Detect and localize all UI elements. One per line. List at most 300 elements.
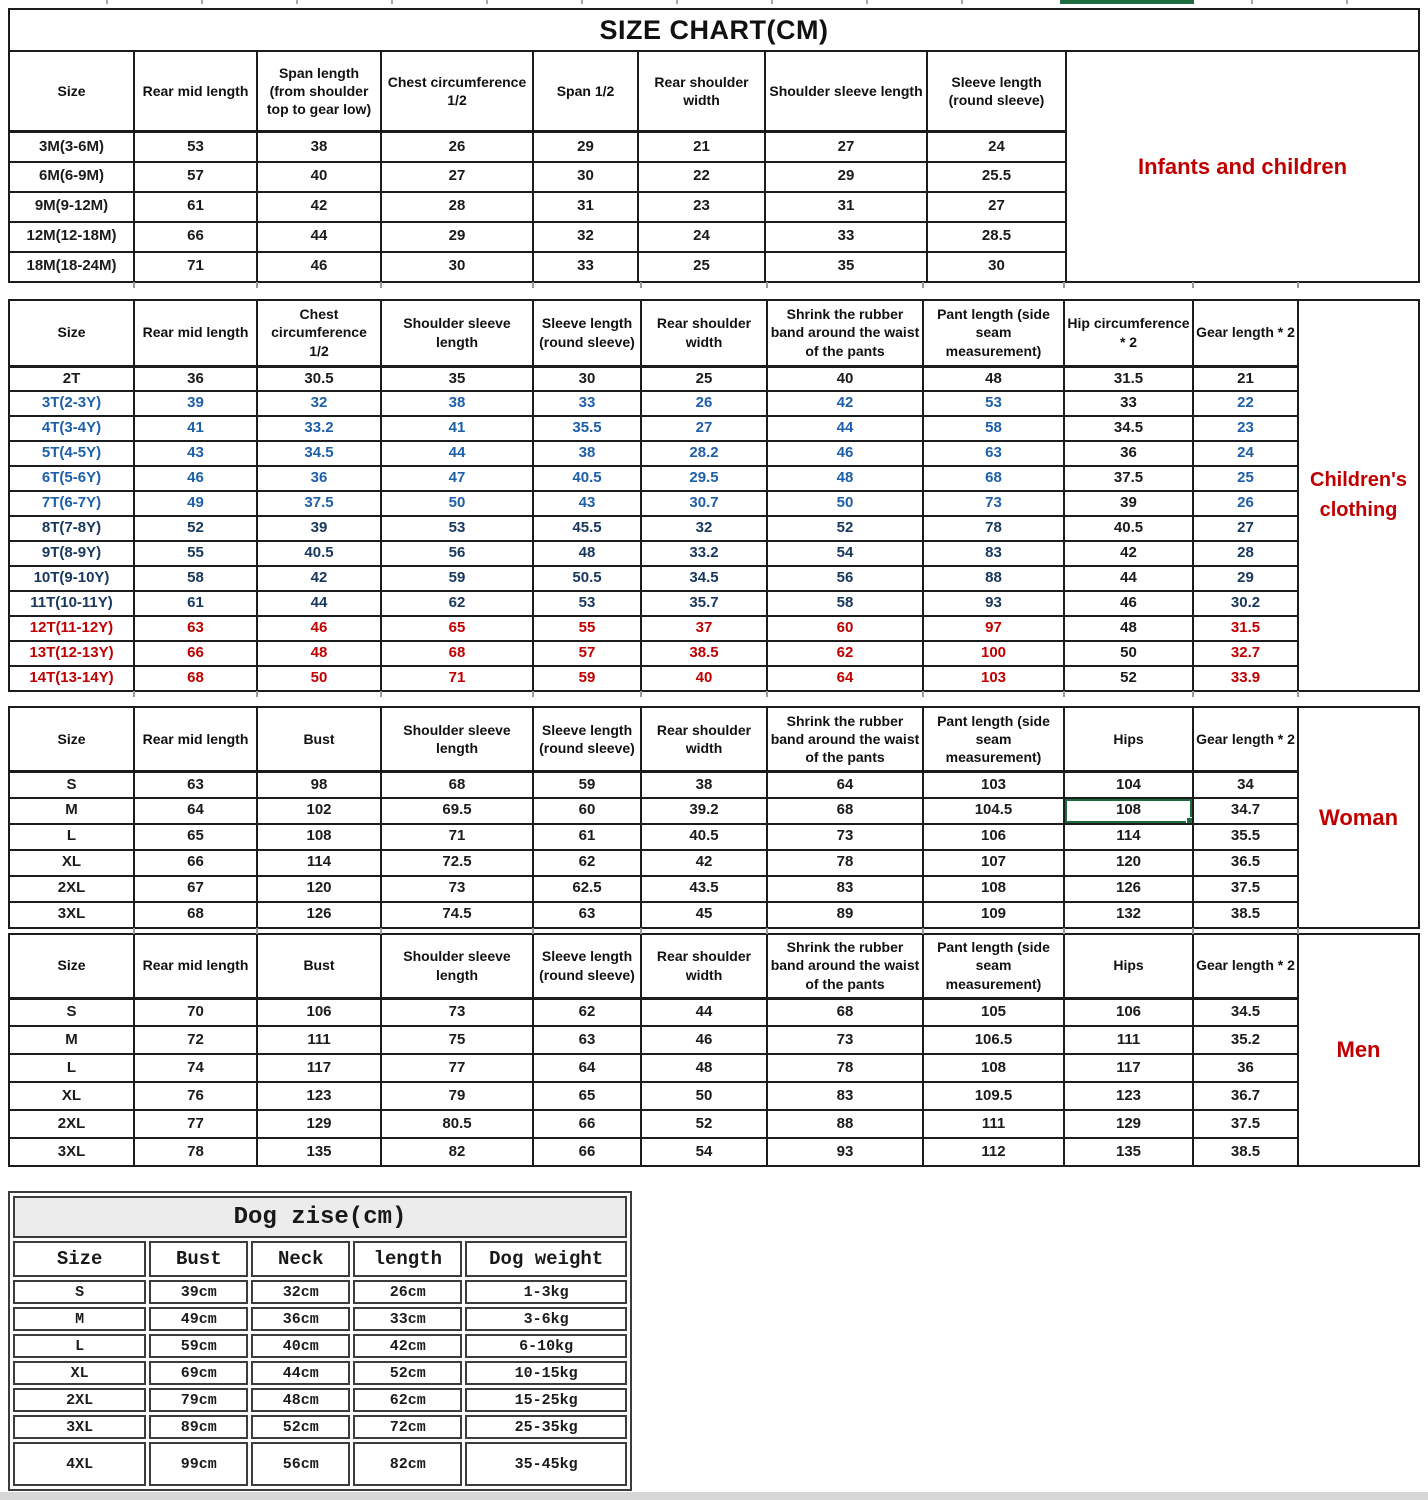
table-row [9, 1082, 1298, 1110]
table-cell: 59 [381, 566, 533, 591]
table-cell: 36.5 [1193, 850, 1298, 876]
table-cell: 38 [257, 132, 381, 162]
table-cell: 34.7 [1193, 798, 1298, 824]
table-cell: 108 [257, 824, 381, 850]
infants-table [8, 50, 1067, 283]
table-cell: 37.5 [1193, 876, 1298, 902]
gridline-tick [766, 282, 768, 288]
table-cell: 59 [533, 666, 641, 691]
table-cell: 12M(12-18M) [9, 222, 134, 252]
table-cell: 63 [134, 772, 257, 798]
table-cell: 46 [257, 252, 381, 282]
gridline-tick [1192, 928, 1194, 934]
column-header: Size [9, 300, 134, 367]
table-cell: 73 [923, 491, 1064, 516]
column-header: Size [9, 51, 134, 132]
table-cell: 34 [1193, 772, 1298, 798]
table-cell: L [9, 824, 134, 850]
table-cell: 58 [923, 416, 1064, 441]
gridline-tick [256, 282, 258, 288]
gridline-tick [133, 282, 135, 288]
table-cell: 62 [533, 850, 641, 876]
column-header: Rear mid length [134, 934, 257, 999]
table-cell: 48 [1064, 616, 1193, 641]
table-cell: 129 [257, 1110, 381, 1138]
table-cell: 71 [381, 824, 533, 850]
header-row [13, 1241, 627, 1277]
table-cell: 100 [923, 641, 1064, 666]
table-cell: 3XL [9, 1138, 134, 1166]
table-cell: 64 [767, 772, 923, 798]
table-cell: 37.5 [257, 491, 381, 516]
gridline-tick [922, 282, 924, 288]
table-cell: 21 [638, 132, 765, 162]
table-cell: 39 [257, 516, 381, 541]
men-section [8, 933, 1420, 1168]
column-header: length [353, 1241, 462, 1277]
table-row [9, 641, 1298, 666]
table-cell: 40.5 [641, 824, 767, 850]
table-cell: 49 [134, 491, 257, 516]
table-cell: 46 [134, 466, 257, 491]
table-cell: 58 [767, 591, 923, 616]
table-cell: 35-45kg [465, 1442, 627, 1486]
table-cell: 7T(6-7Y) [9, 491, 134, 516]
table-cell: 25-35kg [465, 1415, 627, 1439]
table-cell: 22 [1193, 391, 1298, 416]
table-cell: 77 [134, 1110, 257, 1138]
table-cell: 69.5 [381, 798, 533, 824]
size-chart-sheet [8, 8, 1420, 1491]
table-cell: 132 [1064, 902, 1193, 928]
table-cell: 103 [923, 666, 1064, 691]
table-cell: 40 [257, 162, 381, 192]
table-cell: 63 [923, 441, 1064, 466]
table-cell: 63 [533, 1026, 641, 1054]
table-cell: 71 [381, 666, 533, 691]
table-cell: 40cm [251, 1334, 350, 1358]
header-row [9, 934, 1298, 999]
table-cell: 93 [767, 1138, 923, 1166]
table-row [13, 1334, 627, 1358]
table-cell: 4T(3-4Y) [9, 416, 134, 441]
table-cell: 57 [533, 641, 641, 666]
table-cell: 34.5 [1064, 416, 1193, 441]
table-cell: 97 [923, 616, 1064, 641]
table-cell: 40.5 [257, 541, 381, 566]
table-row [9, 132, 1066, 162]
table-cell: 10-15kg [465, 1361, 627, 1385]
table-cell: 40.5 [533, 466, 641, 491]
table-row [9, 222, 1066, 252]
table-cell: 49cm [149, 1307, 248, 1331]
table-cell: 30 [533, 162, 638, 192]
table-row [13, 1307, 627, 1331]
table-row [9, 998, 1298, 1026]
table-cell: 29.5 [641, 466, 767, 491]
table-cell: 33.2 [641, 541, 767, 566]
table-cell: 32 [257, 391, 381, 416]
sheet-gap [8, 929, 1420, 935]
table-row [9, 772, 1298, 798]
table-row [9, 541, 1298, 566]
table-cell: 89 [767, 902, 923, 928]
table-cell: 53 [533, 591, 641, 616]
gridline-tick [640, 928, 642, 934]
table-cell: 28.5 [927, 222, 1066, 252]
woman-table [8, 706, 1299, 929]
table-cell: 29 [381, 222, 533, 252]
table-cell: 120 [257, 876, 381, 902]
table-cell: 27 [381, 162, 533, 192]
table-cell: 72cm [353, 1415, 462, 1439]
table-cell: 46 [767, 441, 923, 466]
table-cell: 23 [638, 192, 765, 222]
table-cell: 5T(4-5Y) [9, 441, 134, 466]
gridline-tick [1297, 928, 1299, 934]
table-cell: 12T(11-12Y) [9, 616, 134, 641]
sheet-gap [8, 1167, 1420, 1179]
table-cell: 28.2 [641, 441, 767, 466]
table-cell: 50 [767, 491, 923, 516]
gridline-tick [1297, 691, 1299, 697]
table-cell: 114 [257, 850, 381, 876]
column-header: Hips [1064, 934, 1193, 999]
table-cell: 108 [923, 876, 1064, 902]
table-cell: 26 [1193, 491, 1298, 516]
table-cell: 3XL [9, 902, 134, 928]
table-cell: 34.5 [257, 441, 381, 466]
table-cell: 73 [767, 824, 923, 850]
table-cell: 3M(3-6M) [9, 132, 134, 162]
infants-label: Infants and children [1065, 50, 1420, 283]
table-cell: 1-3kg [465, 1280, 627, 1304]
table-cell: 61 [134, 591, 257, 616]
table-row [9, 902, 1298, 928]
table-cell: 3T(2-3Y) [9, 391, 134, 416]
table-cell: 67 [134, 876, 257, 902]
table-cell: 8T(7-8Y) [9, 516, 134, 541]
table-cell: 36 [1193, 1054, 1298, 1082]
table-cell: 43 [533, 491, 641, 516]
table-cell: 88 [923, 566, 1064, 591]
table-cell: 6T(5-6Y) [9, 466, 134, 491]
column-header: Sleeve length (round sleeve) [927, 51, 1066, 132]
column-header: Span 1/2 [533, 51, 638, 132]
table-cell: 52 [641, 1110, 767, 1138]
table-cell: 79 [381, 1082, 533, 1110]
table-cell: 83 [767, 1082, 923, 1110]
table-cell: 120 [1064, 850, 1193, 876]
table-cell: 108 [923, 1054, 1064, 1082]
table-cell: 34.5 [1193, 998, 1298, 1026]
table-cell: 50 [641, 1082, 767, 1110]
table-cell: 3-6kg [465, 1307, 627, 1331]
table-cell: 123 [1064, 1082, 1193, 1110]
table-cell: 2XL [9, 876, 134, 902]
table-cell: 48 [533, 541, 641, 566]
table-cell: 36 [257, 466, 381, 491]
gridline-tick [256, 691, 258, 697]
table-cell: S [9, 998, 134, 1026]
table-cell: 38.5 [641, 641, 767, 666]
size-chart-title [8, 8, 1420, 52]
table-row [9, 1054, 1298, 1082]
selected-column-indicator [1060, 0, 1194, 4]
table-cell: 55 [134, 541, 257, 566]
table-cell: 68 [923, 466, 1064, 491]
children-section [8, 299, 1420, 693]
table-cell: 53 [923, 391, 1064, 416]
column-header: Chest circumference 1/2 [257, 300, 381, 367]
table-cell: 42 [767, 391, 923, 416]
table-cell: 35.5 [1193, 824, 1298, 850]
table-cell: 43.5 [641, 876, 767, 902]
table-cell: M [9, 798, 134, 824]
column-header: Rear mid length [134, 51, 257, 132]
table-cell: 27 [927, 192, 1066, 222]
table-cell: 35.5 [533, 416, 641, 441]
table-cell: 48 [257, 641, 381, 666]
table-row [9, 666, 1298, 691]
table-cell: 63 [134, 616, 257, 641]
table-cell: 30 [381, 252, 533, 282]
table-cell: 9T(8-9Y) [9, 541, 134, 566]
gridline-tick [1063, 282, 1065, 288]
table-cell: S [13, 1280, 146, 1304]
table-cell: 60 [767, 616, 923, 641]
column-header: Size [13, 1241, 146, 1277]
table-cell: 103 [923, 772, 1064, 798]
table-cell: 25.5 [927, 162, 1066, 192]
gridline-tick [866, 0, 868, 4]
table-cell: 42 [1064, 541, 1193, 566]
table-cell: 32cm [251, 1280, 350, 1304]
table-cell: 99cm [149, 1442, 248, 1486]
table-cell: 78 [134, 1138, 257, 1166]
table-cell: 25 [638, 252, 765, 282]
column-header: Size [9, 934, 134, 999]
table-row [9, 391, 1298, 416]
table-cell: 30 [533, 366, 641, 391]
column-header: Shrink the rubber band around the waist of the pants [767, 707, 923, 772]
table-cell: 102 [257, 798, 381, 824]
table-cell: 30.5 [257, 366, 381, 391]
table-cell: 89cm [149, 1415, 248, 1439]
table-cell: 6M(6-9M) [9, 162, 134, 192]
table-cell: 52 [1064, 666, 1193, 691]
table-cell: 46 [1064, 591, 1193, 616]
table-cell: 72 [134, 1026, 257, 1054]
column-header: Gear length * 2 [1193, 300, 1298, 367]
column-header: Size [9, 707, 134, 772]
table-cell: 98 [257, 772, 381, 798]
table-cell: L [13, 1334, 146, 1358]
dog-size-table [8, 1191, 632, 1491]
gridline-tick [532, 691, 534, 697]
gridline-tick [1346, 0, 1348, 4]
table-cell: 44cm [251, 1361, 350, 1385]
table-cell: 74.5 [381, 902, 533, 928]
table-cell: 129 [1064, 1110, 1193, 1138]
header-row [9, 707, 1298, 772]
gridline-tick [133, 691, 135, 697]
table-cell: 66 [134, 850, 257, 876]
table-cell: 33 [533, 252, 638, 282]
gridline-tick [256, 928, 258, 934]
table-cell: 22 [638, 162, 765, 192]
table-cell: 82cm [353, 1442, 462, 1486]
table-cell: 33 [1064, 391, 1193, 416]
table-row [9, 252, 1066, 282]
table-cell: 6-10kg [465, 1334, 627, 1358]
table-cell: 10T(9-10Y) [9, 566, 134, 591]
table-cell: 36 [1064, 441, 1193, 466]
column-header: Shoulder sleeve length [765, 51, 927, 132]
table-cell: 44 [767, 416, 923, 441]
table-cell: 33cm [353, 1307, 462, 1331]
table-cell: 42 [257, 192, 381, 222]
table-cell: 74 [134, 1054, 257, 1082]
table-cell: 66 [533, 1110, 641, 1138]
table-cell: 45.5 [533, 516, 641, 541]
table-cell: 54 [767, 541, 923, 566]
column-header: Sleeve length (round sleeve) [533, 707, 641, 772]
table-cell: 42 [641, 850, 767, 876]
gridline-tick [1192, 691, 1194, 697]
table-cell: 29 [533, 132, 638, 162]
table-cell: 79cm [149, 1388, 248, 1412]
table-cell: 62 [533, 998, 641, 1026]
table-cell: 64 [134, 798, 257, 824]
table-cell: 36.7 [1193, 1082, 1298, 1110]
table-row [13, 1388, 627, 1412]
table-cell: 42 [257, 566, 381, 591]
column-header: Rear shoulder width [641, 300, 767, 367]
table-cell: 75 [381, 1026, 533, 1054]
table-cell: L [9, 1054, 134, 1082]
header-row [9, 51, 1066, 132]
table-cell: 83 [923, 541, 1064, 566]
gridline-tick [532, 282, 534, 288]
table-cell: 52cm [251, 1415, 350, 1439]
men-label: Men [1297, 933, 1420, 1168]
table-cell: 60 [533, 798, 641, 824]
infants-section [8, 50, 1420, 283]
table-cell: 61 [134, 192, 257, 222]
gridline-tick [771, 0, 773, 4]
table-cell: XL [9, 1082, 134, 1110]
column-header: Bust [257, 934, 381, 999]
table-cell: 48 [641, 1054, 767, 1082]
table-cell: 61 [533, 824, 641, 850]
table-cell: 68 [767, 798, 923, 824]
table-cell: 56cm [251, 1442, 350, 1486]
children-table [8, 299, 1299, 693]
column-header: Neck [251, 1241, 350, 1277]
table-cell: 39 [1064, 491, 1193, 516]
column-header: Rear shoulder width [641, 707, 767, 772]
column-header: Rear shoulder width [641, 934, 767, 999]
table-cell: 78 [767, 1054, 923, 1082]
gridline-tick [1192, 282, 1194, 288]
table-cell: 33 [765, 222, 927, 252]
table-cell: 112 [923, 1138, 1064, 1166]
column-header: Gear length * 2 [1193, 934, 1298, 999]
table-row [9, 566, 1298, 591]
table-row [13, 1361, 627, 1385]
sheet-top-gridlines [8, 0, 1420, 5]
gridline-tick [766, 928, 768, 934]
table-cell: 135 [1064, 1138, 1193, 1166]
gridline-tick [1063, 691, 1065, 697]
table-cell: 109.5 [923, 1082, 1064, 1110]
table-cell: 48 [923, 366, 1064, 391]
table-cell: 107 [923, 850, 1064, 876]
table-cell: 38.5 [1193, 902, 1298, 928]
table-cell: 18M(18-24M) [9, 252, 134, 282]
table-row [13, 1442, 627, 1486]
table-row [9, 416, 1298, 441]
table-cell: 62 [767, 641, 923, 666]
table-cell: 63 [533, 902, 641, 928]
table-row [9, 366, 1298, 391]
table-row [9, 591, 1298, 616]
table-cell: 37.5 [1064, 466, 1193, 491]
table-cell: 25 [641, 366, 767, 391]
table-cell: 55 [533, 616, 641, 641]
table-cell: 25 [1193, 466, 1298, 491]
gridline-tick [532, 928, 534, 934]
table-cell: 50 [381, 491, 533, 516]
table-cell: 83 [767, 876, 923, 902]
table-cell: 117 [257, 1054, 381, 1082]
gridline-tick [922, 928, 924, 934]
table-cell: 3XL [13, 1415, 146, 1439]
table-cell: 53 [381, 516, 533, 541]
table-cell: 24 [638, 222, 765, 252]
table-cell: 44 [641, 998, 767, 1026]
table-cell: 34.5 [641, 566, 767, 591]
column-header: Shrink the rubber band around the waist of the pants [767, 300, 923, 367]
table-row [9, 876, 1298, 902]
table-cell: 50 [1064, 641, 1193, 666]
table-cell: 78 [923, 516, 1064, 541]
table-cell: M [9, 1026, 134, 1054]
table-cell: 29 [765, 162, 927, 192]
column-header: Bust [149, 1241, 248, 1277]
gridline-tick [1251, 0, 1253, 4]
table-row [9, 850, 1298, 876]
table-cell: 68 [767, 998, 923, 1026]
table-cell: 88 [767, 1110, 923, 1138]
table-cell: 36cm [251, 1307, 350, 1331]
table-cell: 2T [9, 366, 134, 391]
dog-size-section [8, 1191, 632, 1491]
table-cell: 36 [134, 366, 257, 391]
table-cell: 26cm [353, 1280, 462, 1304]
table-cell: 35.2 [1193, 1026, 1298, 1054]
table-row [9, 1026, 1298, 1054]
sheet-gap [8, 692, 1420, 708]
table-cell: 62 [381, 591, 533, 616]
table-cell: 43 [134, 441, 257, 466]
column-header: Shrink the rubber band around the waist of the pants [767, 934, 923, 999]
table-cell: 32.7 [1193, 641, 1298, 666]
table-cell: 32 [533, 222, 638, 252]
table-row [9, 798, 1298, 824]
gridline-tick [922, 691, 924, 697]
